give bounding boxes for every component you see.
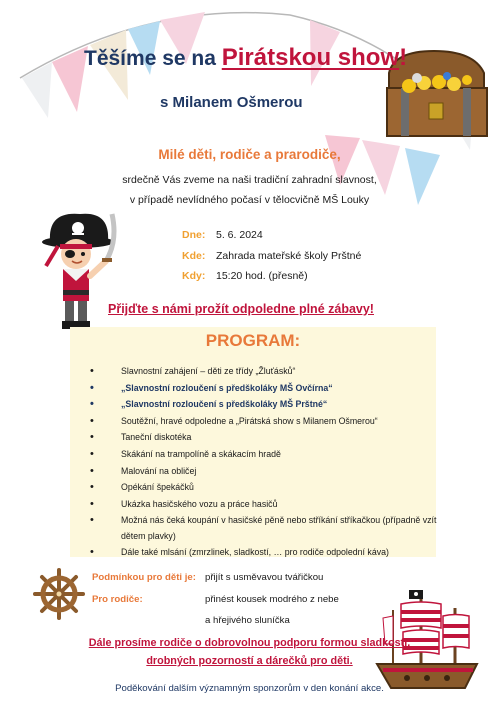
detail-date-value: 5. 6. 2024 — [216, 229, 263, 241]
intro-line-1: srdečně Vás zveme na naši tradiční zahradní slavnost, — [122, 174, 377, 186]
detail-date-label: Dne: — [182, 229, 206, 241]
parents-condition-label: Pro rodiče: — [92, 594, 143, 605]
program-item: • Dále také mlsání (zmrzlinek, sladkostí, … pro rodiče odpolední káva) — [88, 544, 438, 561]
detail-place-value: Zahrada mateřské školy Prštné — [216, 250, 362, 262]
program-item: • „Slavnostní rozloučení s předškoláky MŠ Ovčírna“ — [88, 380, 438, 397]
ship-wheel-icon — [33, 568, 85, 620]
program-item: • Ukázka hasičského vozu a práce hasičů — [88, 496, 438, 513]
children-condition-value: přijít s usměvavou tvářičkou — [205, 572, 324, 583]
detail-place-label: Kde: — [182, 250, 206, 262]
program-item: • „Slavnostní rozloučení s předškoláky MŠ Prštné“ — [88, 396, 438, 413]
program-item: • Možná nás čeká koupání v hasičské pěně nebo stříkání stříkačkou (případně vzít dětem plavky) — [88, 512, 438, 544]
detail-time-label: Kdy: — [182, 270, 206, 282]
program-list — [88, 363, 438, 561]
parents-condition-value-2: a hřejivého sluníčka — [205, 615, 290, 626]
program-item: • Slavnostní zahájení – děti ze třídy „Žluťásků“ — [88, 363, 438, 380]
program-item: • Soutěžní, hravé odpoledne a „Pirátská show s Milanem Ošmerou“ — [88, 413, 438, 430]
support-line-2: drobných pozorností a dárečků pro děti. — [146, 655, 353, 667]
program-title: PROGRAM: — [205, 331, 301, 350]
greeting: Milé děti, rodiče a prarodiče, — [158, 147, 341, 162]
program-item: • Malování na obličej — [88, 463, 438, 480]
program-item: • Skákání na trampolíně a skákacím hradě — [88, 446, 438, 463]
program-item: • Taneční diskotéka — [88, 429, 438, 446]
pirate-boy-icon — [28, 206, 128, 336]
page-title — [84, 44, 407, 72]
children-condition-label: Podmínkou pro děti je: — [92, 572, 196, 583]
detail-time-value: 15:20 hod. (přesně) — [216, 270, 308, 282]
program-item: • Opékání špekáčků — [88, 479, 438, 496]
title-suffix: ! — [399, 44, 408, 71]
support-line-1: Dále prosíme rodiče o dobrovolnou podporu formou sladkostí, — [88, 637, 411, 649]
intro-line-2: v případě nevlídného počasí v tělocvičně MŠ Louky — [129, 194, 370, 206]
thanks-note: Poděkování dalším významným sponzorům v den konání akce. — [115, 683, 384, 694]
parents-condition-value-1: přinést kousek modrého z nebe — [205, 594, 339, 605]
title-highlight: Pirátskou show — [221, 44, 400, 71]
page-subtitle: s Milanem Ošmerou — [160, 94, 303, 111]
call-to-action: Přijďte s námi prožít odpoledne plné zábavy! — [108, 302, 374, 316]
title-prefix: Těšíme se na — [84, 47, 216, 70]
